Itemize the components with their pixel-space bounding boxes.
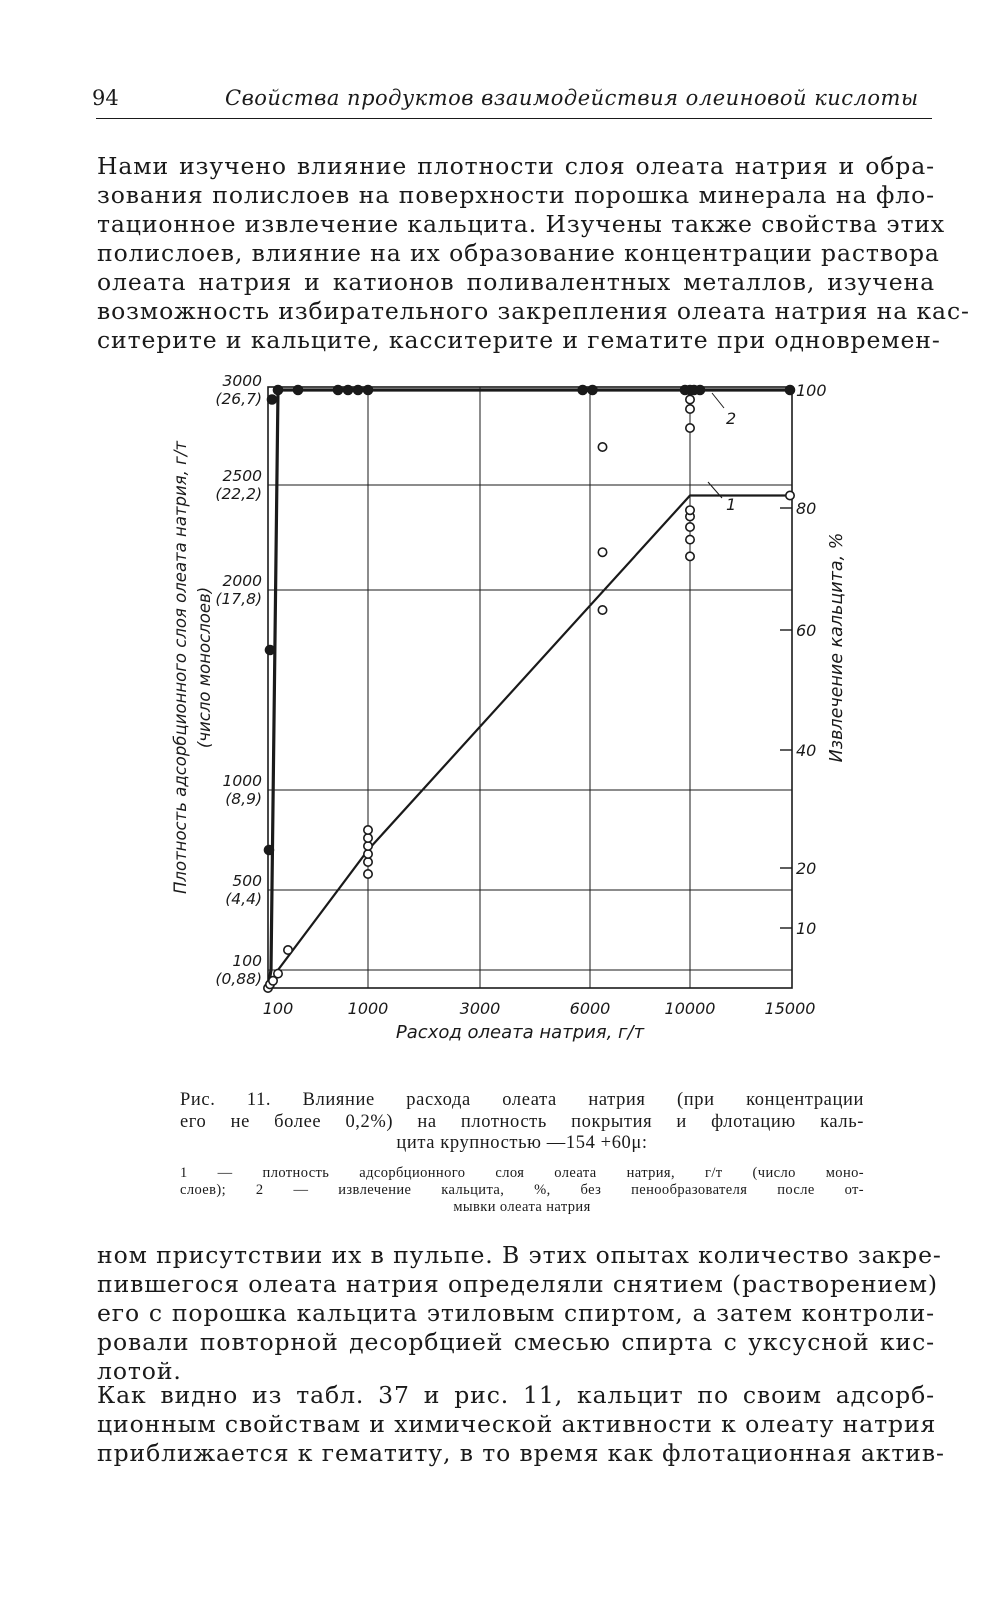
data-point-open [284, 946, 292, 954]
y-right-tick-label: 40 [796, 741, 817, 760]
y-tick-label: 500 [232, 872, 262, 890]
text-line: ционным свойствам и химической активности к олеату натрия [97, 1410, 937, 1438]
text-line: ном присутствии их в пульпе. В этих опытах количество закре- [97, 1241, 942, 1269]
header-rule [96, 118, 932, 119]
running-head [92, 78, 932, 118]
caption-legend [180, 1165, 864, 1216]
data-point-filled [785, 385, 795, 395]
legend-line: слоев); 2 — извлечение кальцита, %, без пенообразователя после от- [180, 1181, 864, 1198]
y-axis-subtitle: (число монослоев) [195, 586, 214, 749]
caption-line: цита крупностью —154 +60μ: [396, 1133, 648, 1153]
data-point-filled [353, 385, 363, 395]
y-tick-sublabel: (4,4) [225, 890, 262, 908]
chart-svg [160, 360, 860, 1060]
y-right-tick-label: 20 [796, 859, 817, 878]
legend-line: мывки олеата натрия [453, 1198, 591, 1215]
paragraph-bottom [97, 1381, 945, 1468]
y-tick-label: 3000 [222, 372, 262, 390]
y-tick-label: 2000 [222, 572, 262, 590]
series-line-2 [268, 390, 790, 988]
legend-line: 1 — плотность адсорбционного слоя олеата натрия, г/т (число моно- [180, 1164, 864, 1181]
y-right-tick-label: 10 [796, 919, 817, 938]
data-point-open [364, 858, 372, 866]
data-point-filled [588, 385, 598, 395]
curve-leader-2 [712, 393, 724, 408]
caption-main [180, 1090, 864, 1155]
data-point-filled [363, 385, 373, 395]
y-tick-label: 1000 [222, 772, 262, 790]
paragraph-middle [97, 1241, 942, 1386]
data-point-open [364, 842, 372, 850]
text-line: Нами изучено влияние плотности слоя олеата натрия и обра- [97, 152, 935, 180]
data-point-open [364, 850, 372, 858]
data-point-filled [333, 385, 343, 395]
data-point-open [686, 523, 694, 531]
data-point-open [364, 834, 372, 842]
y-right-tick-label: 80 [796, 499, 817, 518]
data-point-open [686, 535, 694, 543]
data-point-open [786, 491, 794, 499]
y-right-tick-label: 100 [796, 381, 827, 400]
x-tick-label: 6000 [569, 999, 611, 1018]
data-point-filled [578, 385, 588, 395]
figure-caption [180, 1090, 864, 1216]
data-point-open [364, 870, 372, 878]
text-line: лотой. [97, 1357, 182, 1385]
curve-label-1: 1 [726, 495, 737, 514]
text-line: возможность избирательного закрепления олеата натрия на кас- [97, 297, 970, 325]
y-tick-sublabel: (17,8) [215, 590, 262, 608]
x-tick-label: 1000 [347, 999, 389, 1018]
data-point-open [686, 424, 694, 432]
plot-frame [268, 387, 792, 988]
text-line: ситерите и кальците, касситерите и гематите при одновремен- [97, 326, 941, 354]
text-line: зования полислоев на поверхности порошка минерала на фло- [97, 181, 935, 209]
data-point-open [686, 552, 694, 560]
text-line: полислоев, влияние на их образование концентрации раствора [97, 239, 940, 267]
x-axis-title: Расход олеата натрия, г/т [395, 1022, 645, 1043]
y-right-tick-label: 60 [796, 621, 817, 640]
text-line: тационное извлечение кальцита. Изучены также свойства этих [97, 210, 946, 238]
y-tick-label: 100 [232, 952, 262, 970]
data-point-filled [264, 845, 274, 855]
paragraph-top [97, 152, 970, 355]
page-number: 94 [92, 86, 119, 110]
data-point-filled [343, 385, 353, 395]
y-axis-title: Плотность адсорбционного слоя олеата натрия, г/т [171, 441, 190, 894]
x-tick-label: 100 [262, 999, 294, 1018]
data-point-filled [695, 385, 705, 395]
data-point-open [598, 548, 606, 556]
caption-line: Рис. 11. Влияние расхода олеата натрия (при концентрации [180, 1090, 864, 1110]
text-line: его с порошка кальцита этиловым спиртом, а затем контроли- [97, 1299, 935, 1327]
text-line: ровали повторной десорбцией смесью спирта с уксусной кис- [97, 1328, 935, 1356]
data-point-open [598, 606, 606, 614]
data-point-open [686, 395, 694, 403]
y-tick-sublabel: (26,7) [215, 390, 262, 408]
figure-chart [160, 360, 860, 1060]
data-point-filled [267, 395, 277, 405]
data-point-open [686, 506, 694, 514]
data-point-open [598, 443, 606, 451]
series-line-1 [268, 496, 790, 989]
text-line: пившегося олеата натрия определяли снятием (растворением) [97, 1270, 938, 1298]
caption-line: его не более 0,2%) на плотность покрытия и флотацию каль- [180, 1111, 864, 1132]
y-tick-sublabel: (0,88) [215, 970, 262, 988]
text-line: олеата натрия и катионов поливалентных металлов, изучена [97, 268, 935, 296]
x-tick-label: 3000 [459, 999, 501, 1018]
y-tick-sublabel: (8,9) [225, 790, 262, 808]
data-point-open [364, 826, 372, 834]
y-right-axis-title: Извлечение кальцита, % [827, 532, 847, 763]
data-point-filled [273, 385, 283, 395]
data-point-filled [265, 645, 275, 655]
text-line: Как видно из табл. 37 и рис. 11, кальцит по своим адсорб- [97, 1381, 935, 1409]
text-line: приближается к гематиту, в то время как флотационная актив- [97, 1439, 945, 1467]
data-point-open [686, 405, 694, 413]
x-tick-label: 15000 [764, 999, 816, 1018]
data-point-filled [293, 385, 303, 395]
data-point-open [274, 969, 282, 977]
y-tick-sublabel: (22,2) [215, 485, 262, 503]
x-tick-label: 10000 [664, 999, 716, 1018]
running-title: Свойства продуктов взаимодействия олеиновой кислоты [225, 86, 919, 110]
curve-label-2: 2 [726, 409, 737, 428]
y-tick-label: 2500 [222, 467, 262, 485]
